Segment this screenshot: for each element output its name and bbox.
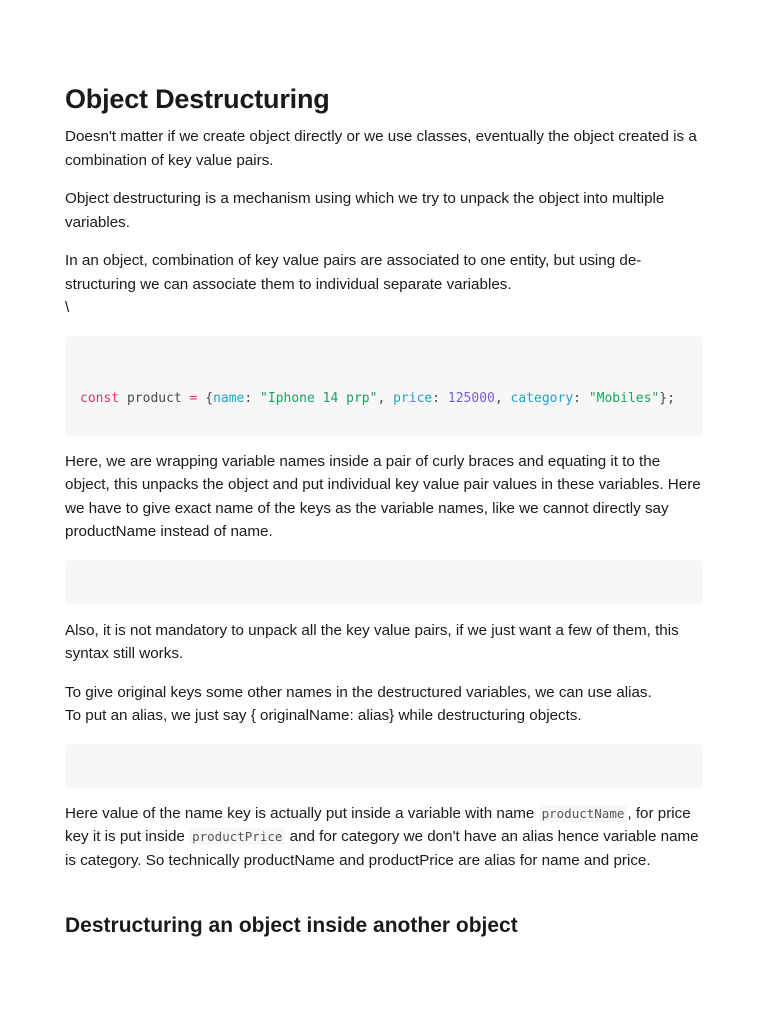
paragraph-alias-explanation xyxy=(65,802,703,873)
code-keyword: const xyxy=(80,390,120,406)
page-title: Object Destructuring xyxy=(65,84,330,114)
paragraph-association-text: In an object, combination of key value pairs are associated to one entity, but using de-structuring we can associate them to individual separate variables. xyxy=(65,252,642,293)
code-text: product xyxy=(119,390,190,406)
code-line xyxy=(80,388,688,409)
code-text: : xyxy=(244,390,261,406)
text-segment: , for price key it is put inside xyxy=(65,804,691,845)
code-block-destructure xyxy=(65,336,703,436)
code-string: "Iphone 14 prp" xyxy=(260,390,378,406)
paragraph-association xyxy=(65,249,703,320)
paragraph-partial: Also, it is not mandatory to unpack all the key value pairs, if we just want a few of them, this syntax still works. xyxy=(65,621,679,662)
paragraph-definition: Object destructuring is a mechanism using which we try to unpack the object into multiple variables. xyxy=(65,190,665,231)
code-text: : xyxy=(573,390,589,406)
text-segment: and for category we don't have an alias hence variable name is category. So technically productName and productPrice are alias for name and price. xyxy=(65,828,699,869)
code-text: , xyxy=(377,390,394,406)
code-text: , xyxy=(494,390,511,406)
inline-code: productPrice xyxy=(189,828,285,845)
code-string: "Mobiles" xyxy=(588,390,660,406)
text-segment: Here value of the name key is actually put inside a variable with name xyxy=(65,804,539,822)
section-heading: Destructuring an object inside another object xyxy=(65,914,518,937)
play-icon[interactable] xyxy=(674,406,688,422)
code-text: : xyxy=(432,390,448,406)
code-block-undefined xyxy=(65,560,703,604)
code-property: category xyxy=(510,390,574,406)
inline-code: productName xyxy=(539,805,628,822)
paragraph-intro: Doesn't matter if we create object directly or we use classes, eventually the object created is a combination of key value pairs. xyxy=(65,128,697,169)
code-property: name xyxy=(213,390,245,406)
paragraph-alias-line1: To give original keys some other names in the destructured variables, we can use alias. xyxy=(65,683,652,701)
code-text: }; xyxy=(659,390,675,406)
code-property: price xyxy=(393,390,433,406)
paragraph-alias-line2: To put an alias, we just say { originalName: alias} while destructuring objects. xyxy=(65,707,582,724)
code-block-alias xyxy=(65,744,703,788)
code-number: 125000 xyxy=(447,390,495,406)
code-text: { xyxy=(197,390,214,406)
stray-backslash: \ xyxy=(65,299,70,316)
code-operator: = xyxy=(189,390,198,406)
paragraph-explanation: Here, we are wrapping variable names inside a pair of curly braces and equating it to the object, this unpacks the object and put individual key value pair values in these variables. Here we have to give exact name of the keys as the variable names, like we cannot directly say productName instead of name. xyxy=(65,452,701,540)
paragraph-alias xyxy=(65,681,703,728)
